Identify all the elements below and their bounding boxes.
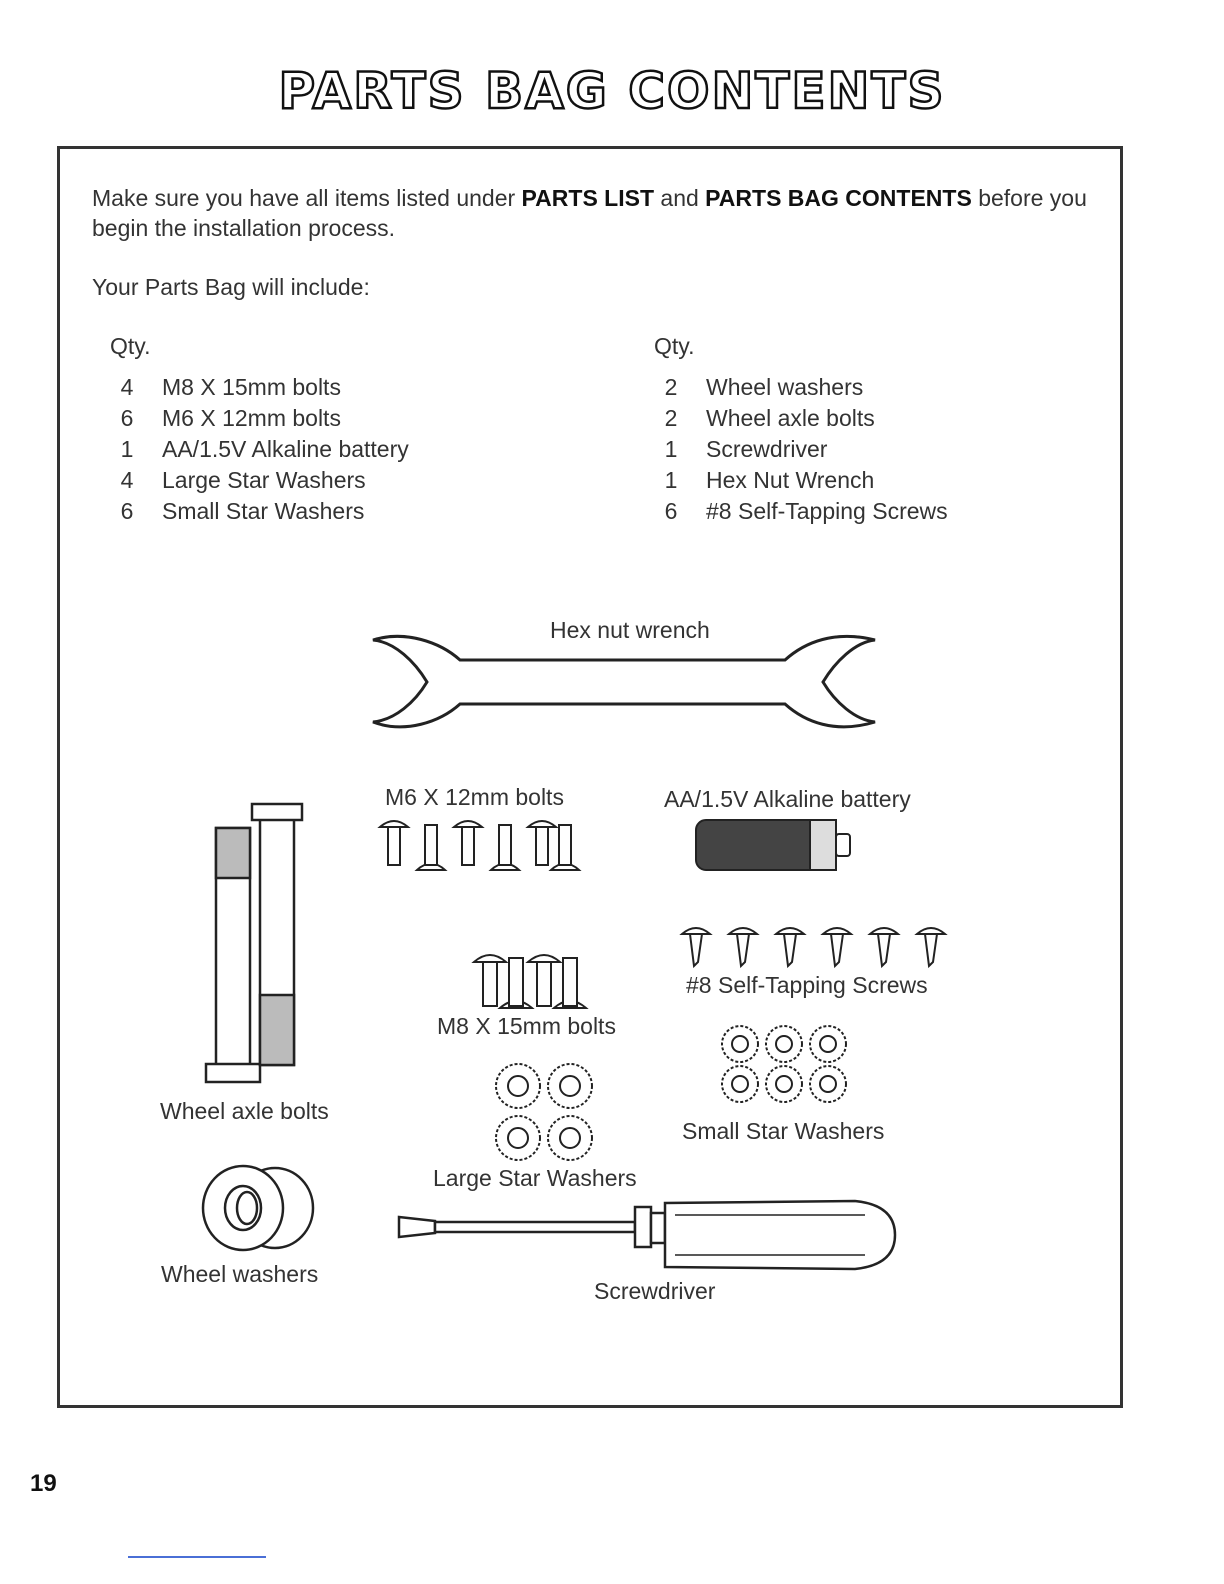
screwdriver-icon — [395, 1195, 905, 1275]
page-number: 19 — [30, 1470, 57, 1497]
label-wheel-axle-bolts: Wheel axle bolts — [160, 1098, 329, 1124]
label-large-star-washers: Large Star Washers — [433, 1165, 637, 1191]
item-qty: 6 — [120, 405, 134, 431]
page-title: PARTS BAG CONTENTS — [278, 62, 946, 120]
list-item — [92, 465, 409, 496]
item-qty: 1 — [664, 467, 678, 493]
item-qty: 4 — [120, 467, 134, 493]
parts-list-left — [92, 333, 409, 527]
list-item — [92, 434, 409, 465]
list-item — [92, 403, 409, 434]
item-name: Wheel axle bolts — [706, 405, 875, 431]
list-item — [92, 372, 409, 403]
list-item — [636, 372, 948, 403]
include-text: Your Parts Bag will include: — [92, 274, 370, 300]
battery-icon — [690, 816, 870, 876]
item-name: Large Star Washers — [162, 467, 366, 493]
item-name: M6 X 12mm bolts — [162, 405, 341, 431]
item-name: #8 Self-Tapping Screws — [706, 498, 948, 524]
list-item — [92, 496, 409, 527]
item-qty: 6 — [664, 498, 678, 524]
item-name: Wheel washers — [706, 374, 864, 400]
wheel-washers-icon — [195, 1163, 325, 1253]
item-qty: 6 — [120, 498, 134, 524]
m6-bolts-icon — [375, 815, 585, 875]
qty-header: Qty. — [654, 333, 695, 359]
self-tapping-screws-icon — [678, 922, 958, 972]
list-item — [636, 403, 948, 434]
item-name: M8 X 15mm bolts — [162, 374, 341, 400]
item-name: Hex Nut Wrench — [706, 467, 875, 493]
large-star-washers-icon — [490, 1060, 600, 1164]
label-screwdriver: Screwdriver — [594, 1278, 716, 1304]
label-self-tapping-screws: #8 Self-Tapping Screws — [686, 972, 928, 998]
label-wheel-washers: Wheel washers — [161, 1261, 319, 1287]
list-item — [636, 434, 948, 465]
label-m8-bolts: M8 X 15mm bolts — [437, 1013, 616, 1039]
item-name: Small Star Washers — [162, 498, 365, 524]
label-small-star-washers: Small Star Washers — [682, 1118, 885, 1144]
qty-header: Qty. — [110, 333, 151, 359]
item-qty: 4 — [120, 374, 134, 400]
list-item — [636, 496, 948, 527]
wheel-axle-bolts-icon — [198, 800, 318, 1090]
item-name: AA/1.5V Alkaline battery — [162, 436, 409, 462]
item-name: Screwdriver — [706, 436, 828, 462]
label-hex-nut-wrench: Hex nut wrench — [550, 617, 710, 643]
small-star-washers-icon — [716, 1022, 856, 1106]
item-qty: 1 — [664, 436, 678, 462]
footer-divider — [128, 1556, 266, 1558]
label-m6-bolts: M6 X 12mm bolts — [385, 784, 564, 810]
parts-list-right — [636, 333, 948, 527]
hex-nut-wrench-icon — [365, 622, 885, 742]
intro-paragraph: Make sure you have all items listed under PARTS LIST and PARTS BAG CONTENTS before you begin the installation process. — [92, 185, 1087, 241]
label-battery: AA/1.5V Alkaline battery — [664, 786, 911, 812]
item-qty: 2 — [664, 374, 678, 400]
item-qty: 1 — [120, 436, 134, 462]
list-item — [636, 465, 948, 496]
item-qty: 2 — [664, 405, 678, 431]
m8-bolts-icon — [470, 948, 590, 1012]
